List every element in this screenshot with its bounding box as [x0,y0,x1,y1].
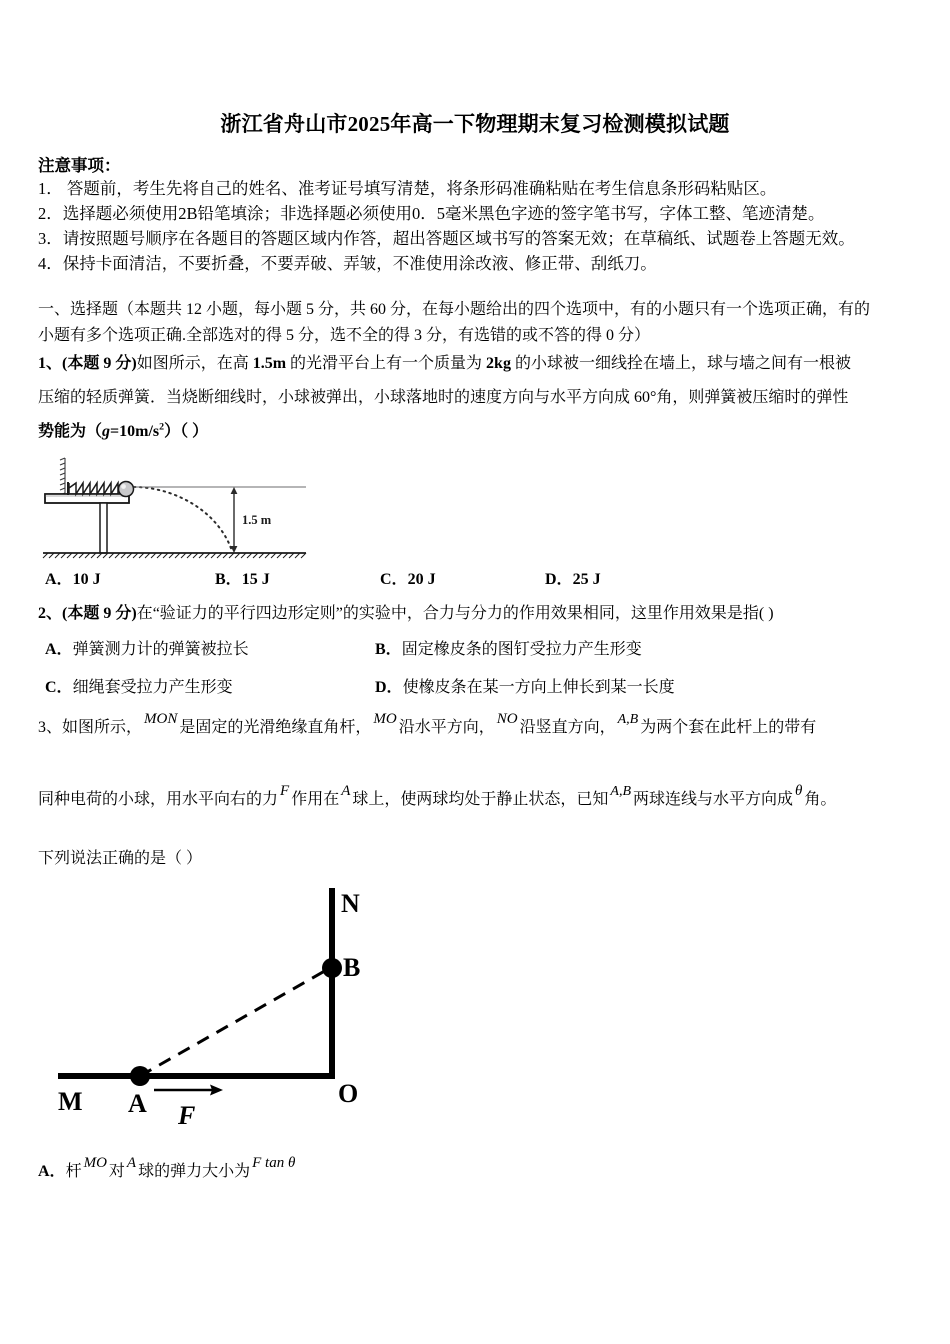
q3-text-e: 为两个套在此杆上的带有 [640,719,817,736]
q3-number: 3、 [38,719,63,736]
question-1-line-2: 压缩的轻质弹簧．当烧断细线时，小球被弹出，小球落地时的速度方向与水平方向成 60°角，则弹簧被压缩时的弹性 [38,389,849,406]
q3-text-h: 球上，使两球均处于静止状态，已知 [352,791,609,808]
q3-symbol-no: NO [496,711,518,727]
q1-mass-value: 2kg [486,355,511,372]
q1-text-e: ）（ ） [164,423,209,440]
q3-symbol-ab-2: A,B [610,784,631,799]
q3-symbol-mon: MON [144,711,178,727]
height-label: 1.5 m [242,513,272,527]
figure-right-angle-rod [40,880,440,1145]
q1-score-tag: (本题 9 分) [62,355,137,372]
ball [119,482,134,497]
projectile-trajectory [134,487,232,551]
wall-hatching [60,458,65,495]
q3-text-i: 两球连线与水平方向成 [633,791,794,808]
section-heading [38,297,923,349]
q1-number: 1、 [38,355,63,372]
q3-option-a-t1: 杆 [65,1163,82,1180]
q1-text-b: 的光滑平台上有一个质量为 [286,355,487,372]
q1-gravity-symbol: g [102,423,111,440]
question-1-line-3 [38,420,208,444]
notice-item: 3．请按照题号顺序在各题目的答题区域内作答，超出答题区域书写的答案无效；在草稿纸、试题卷上答题无效。 [38,229,855,248]
q3-option-a-symbol-mo: MO [83,1155,107,1171]
q2-score-tag: (本题 9 分) [62,605,137,622]
q3-option-a-label: A． [38,1163,66,1180]
q1-gravity-value: =10m/s [110,423,160,440]
dimension-arrow-down [231,546,238,553]
figure-spring-platform [38,452,338,560]
q1-option-a[interactable]: A．10 J [45,571,101,588]
section-heading-line: 一、选择题（本题共 12 小题，每小题 5 分，共 60 分，在每小题给出的四个选项中，有的小题只有一个选项正确，有的 [38,301,871,318]
question-3-option-a[interactable] [38,1155,297,1181]
q2-option-c[interactable]: C．细绳套受拉力产生形变 [45,679,233,696]
q3-text-d: 沿竖直方向， [519,719,616,736]
q3-text-b: 是固定的光滑绝缘直角杆， [179,719,372,736]
question-3-line-1 [38,711,817,737]
question-1-options [0,566,950,590]
question-3-line-2 [38,783,837,809]
q1-option-b[interactable]: B．15 J [215,571,270,588]
q2-number: 2、 [38,605,63,622]
q3-symbol-a: A [341,783,351,799]
question-3-line-3: 下列说法正确的是（ ） [38,850,203,867]
platform-leg [100,503,107,553]
q2-option-d[interactable]: D．使橡皮条在某一方向上伸长到某一长度 [375,679,675,696]
q2-option-b[interactable]: B．固定橡皮条的图钉受拉力产生形变 [375,641,642,658]
label-f: F [178,1101,196,1130]
notice-heading: 注意事项： [38,156,121,175]
force-arrow-f [154,1085,223,1096]
page-title: 浙江省舟山市2025年高一下物理期末复习检测模拟试题 [220,112,730,136]
platform-slab [45,494,129,503]
dimension-arrow-up [231,487,238,494]
q3-option-a-symbol-ftan: F tan θ [252,1155,296,1171]
q3-option-a-t3: 球的弹力大小为 [138,1163,251,1180]
ground-hatching [43,553,306,558]
q1-text-c: 的小球被一细线拴在墙上，球与墙之间有一根被 [510,355,851,372]
section-heading-line: 小题有多个选项正确.全部选对的得 5 分，选不全的得 3 分，有选错的或不答的得 0 分） [38,327,651,344]
q2-stem-text: 在“验证力的平行四边形定则”的实验中，合力与分力的作用效果相同，这里作用效果是指( ) [136,605,774,622]
q3-option-a-symbol-a: A [126,1155,137,1171]
spring-coil [67,482,118,495]
ball-a [130,1066,150,1086]
q3-symbol-mo: MO [373,711,397,727]
q3-symbol-theta: θ [795,783,803,799]
q3-option-a-t2: 对 [108,1163,125,1180]
label-o: O [338,1079,359,1108]
q3-text-c: 沿水平方向， [398,719,495,736]
q3-symbol-ab: A,B [617,712,639,727]
label-b: B [343,953,361,982]
q2-option-a[interactable]: A．弹簧测力计的弹簧被拉长 [45,641,249,658]
q3-text-f: 同种电荷的小球，用水平向右的力 [38,791,279,808]
notice-item: 1． 答题前，考生先将自己的姓名、准考证号填写清楚，将条形码准确粘贴在考生信息条形码粘贴区。 [38,179,777,198]
question-2-stem [38,600,774,623]
q1-option-d[interactable]: D．25 J [545,571,601,588]
q3-symbol-f: F [280,783,290,799]
notice-list [38,176,918,276]
ball-b [322,958,342,978]
notice-item: 2．选择题必须使用2B铅笔填涂；非选择题必须使用0．5毫米黑色字迹的签字笔书写，字体工整、笔迹清楚。 [38,204,825,223]
line-ab [140,968,330,1076]
q3-text-g: 作用在 [291,791,340,808]
q3-text-a: 如图所示， [62,719,143,736]
label-m: M [58,1087,83,1116]
q1-gravity-exponent: 2 [159,421,165,433]
q3-text-j: 角。 [804,791,837,808]
q1-text-a: 如图所示，在高 [136,355,253,372]
q1-option-c[interactable]: C．20 J [380,571,436,588]
q1-height-value: 1.5m [252,355,287,372]
notice-item: 4．保持卡面清洁，不要折叠，不要弄破、弄皱，不准使用涂改液、修正带、刮纸刀。 [38,254,657,273]
label-n: N [341,889,360,918]
q1-text-d: 势能为（ [38,423,103,440]
label-a: A [128,1089,147,1118]
question-1-line-1 [38,352,928,376]
